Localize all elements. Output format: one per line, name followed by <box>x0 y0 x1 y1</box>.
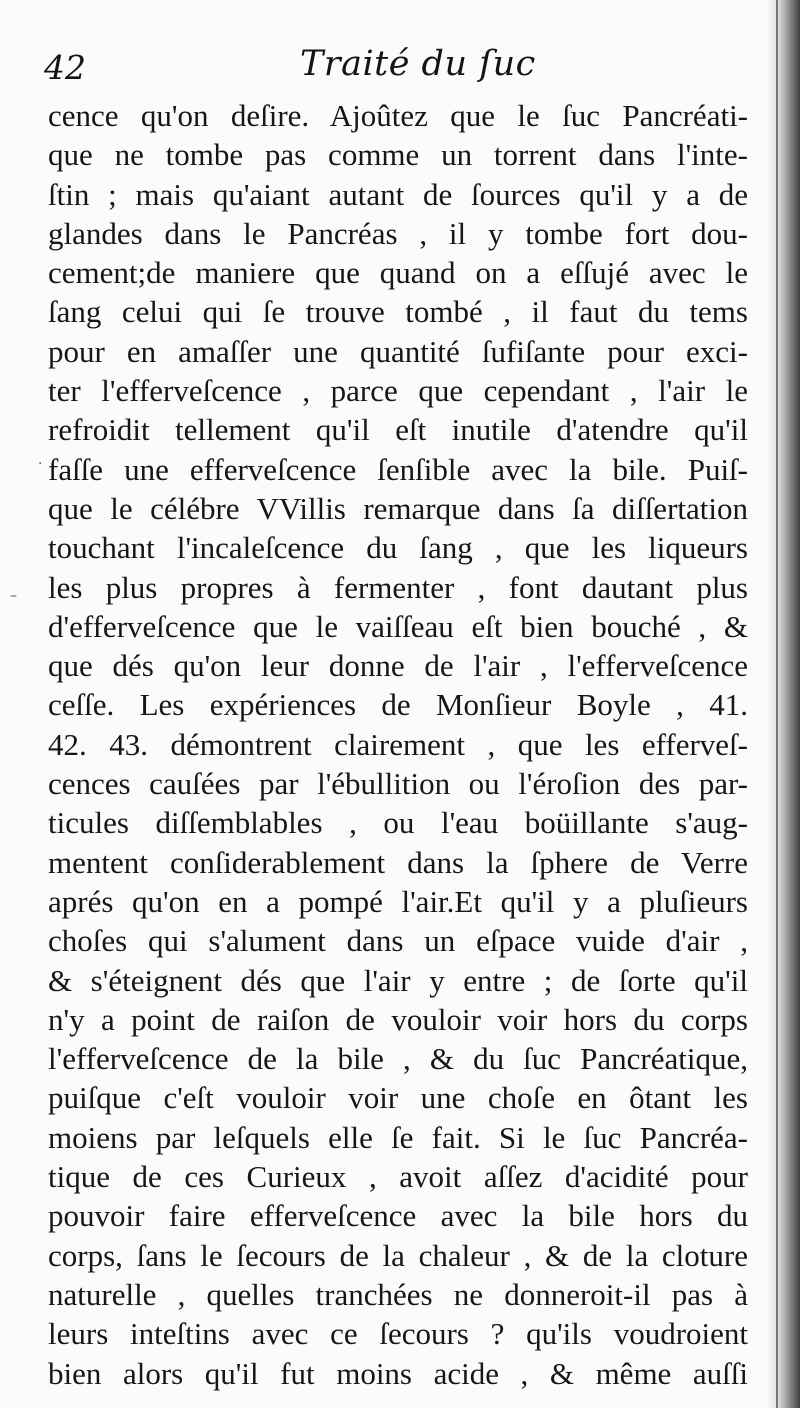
text-line: les plus propres à fermenter , font dautant plus <box>48 569 748 605</box>
text-line: pouvoir faire efferveſcence avec la bile hors du <box>48 1198 748 1234</box>
text-line: ſang celui qui ſe trouve tombé , il faut du tems <box>48 294 748 330</box>
text-line: glandes dans le Pancréas , il y tombe fort dou- <box>48 215 748 251</box>
text-line: d'efferveſcence que le vaiſſeau eſt bien bouché , & <box>48 608 748 644</box>
text-line: ceſſe. Les expériences de Monſieur Boyle , 41. <box>48 687 748 723</box>
text-line: l'efferveſcence de la bile , & du ſuc Pancréatique, <box>48 1041 748 1077</box>
text-line: faſſe une efferveſcence ſenſible avec la bile. Puiſ- <box>48 451 748 487</box>
text-line: que ne tombe pas comme un torrent dans l'inte- <box>48 137 748 173</box>
text-line: corps, ſans le ſecours de la chaleur , & de la cloture <box>48 1237 748 1273</box>
binding-edge <box>776 0 778 1408</box>
text-line: bien alors qu'il fut moins acide , & même auſſi <box>48 1355 748 1391</box>
page-header <box>44 40 764 96</box>
text-line: choſes qui s'alument dans un eſpace vuide d'air , <box>48 923 748 959</box>
text-line: que dés qu'on leur donne de l'air , l'efferveſcence <box>48 648 748 684</box>
text-line: leurs inteſtins avec ce ſecours ? qu'ils voudroient <box>48 1316 748 1352</box>
text-line: ſtin ; mais qu'aiant autant de ſources qu'il y a de <box>48 176 748 212</box>
text-line: moiens par leſquels elle ſe fait. Si le ſuc Pancréa- <box>48 1119 748 1155</box>
text-line: aprés qu'on en a pompé l'air.Et qu'il y a pluſieurs <box>48 883 748 919</box>
text-line: pour en amaſſer une quantité ſufiſante pour exci- <box>48 333 748 369</box>
text-line: 42. 43. démontrent clairement , que les efferveſ- <box>48 726 748 762</box>
page-number: 42 <box>44 48 86 87</box>
text-line: ticules diſſemblables , ou l'eau boüillante s'aug- <box>48 805 748 841</box>
margin-dash: – <box>10 588 17 604</box>
body-text <box>48 96 748 1393</box>
text-line: cence qu'on deſire. Ajoûtez que le ſuc Pancréati- <box>48 98 748 133</box>
text-line: n'y a point de raiſon de vouloir voir hors du corps <box>48 1001 748 1037</box>
binding-shadow <box>766 0 800 1408</box>
margin-speck: · <box>38 456 43 472</box>
text-line: ter l'efferveſcence , parce que cependant , l'air le <box>48 373 748 409</box>
text-line: que le célébre VVillis remarque dans ſa diſſertation <box>48 490 748 526</box>
text-line: cement;de maniere que quand on a eſſujé avec le <box>48 255 748 291</box>
text-line: cences cauſées par l'ébullition ou l'éroſion des par- <box>48 766 748 802</box>
text-line: tique de ces Curieux , avoit aſſez d'acidité pour <box>48 1159 748 1195</box>
running-head: Traité du ſuc <box>300 44 536 84</box>
text-line: naturelle , quelles tranchées ne donneroit-il pas à <box>48 1276 748 1312</box>
text-line: touchant l'incaleſcence du ſang , que les liqueurs <box>48 530 748 566</box>
text-line: refroidit tellement qu'il eſt inutile d'atendre qu'il <box>48 412 748 448</box>
text-line: mentent conſiderablement dans la ſphere de Verre <box>48 844 748 880</box>
text-line: puiſque c'eſt vouloir voir une choſe en ôtant les <box>48 1080 748 1116</box>
text-line: & s'éteignent dés que l'air y entre ; de ſorte qu'il <box>48 962 748 998</box>
